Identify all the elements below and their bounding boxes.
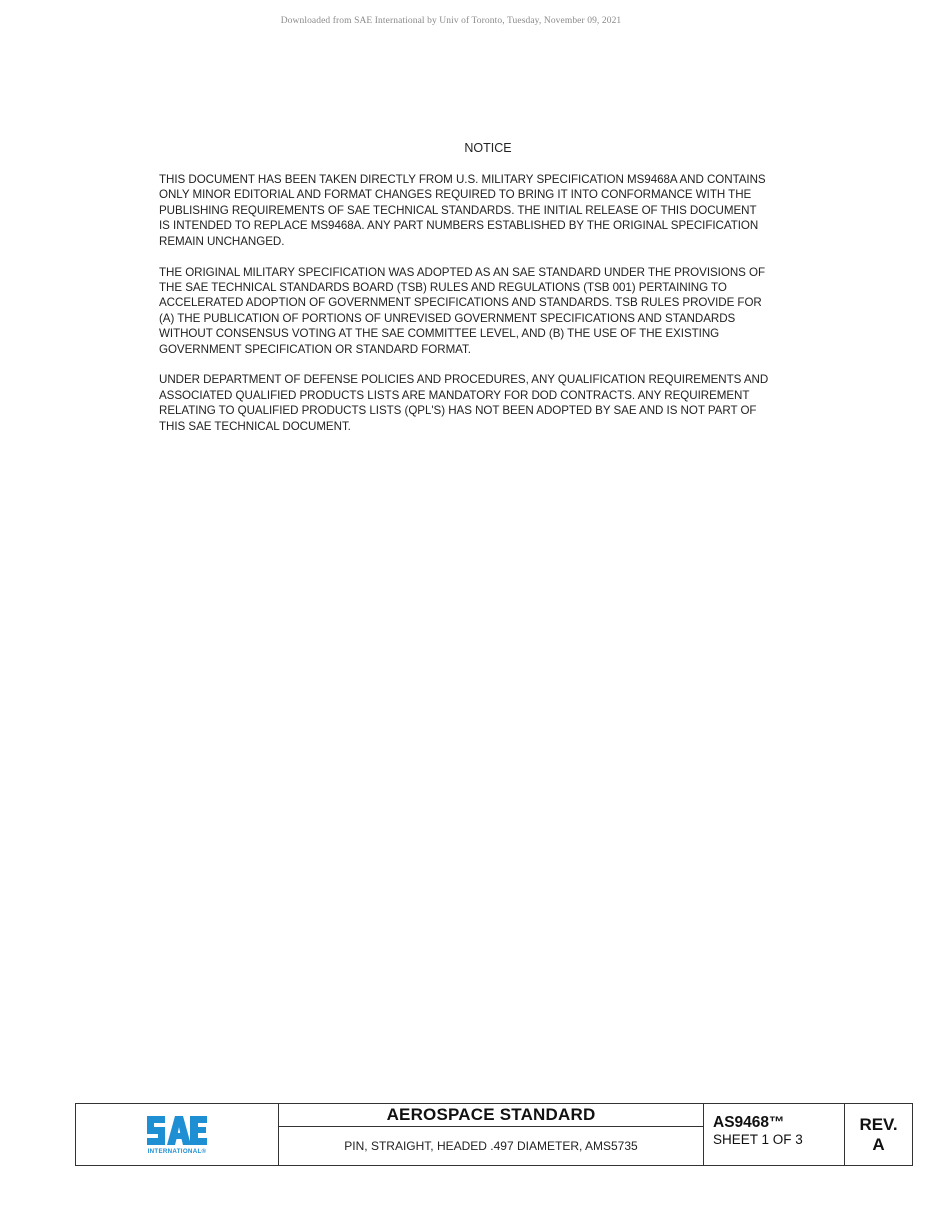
- notice-line: UNDER DEPARTMENT OF DEFENSE POLICIES AND PROCEDURES, ANY QUALIFICATION REQUIREMENTS AND: [159, 373, 769, 387]
- notice-line: THIS DOCUMENT HAS BEEN TAKEN DIRECTLY FROM U.S. MILITARY SPECIFICATION MS9468A AND CONTAINS: [159, 173, 766, 186]
- revision-cell: [845, 1104, 912, 1165]
- sae-logo-mark: [145, 1114, 209, 1147]
- download-note: Downloaded from SAE International by Univ of Toronto, Tuesday, November 09, 2021: [280, 16, 622, 26]
- notice-line: THE ORIGINAL MILITARY SPECIFICATION WAS ADOPTED AS AN SAE STANDARD UNDER THE PROVISIONS OF: [159, 265, 765, 279]
- title-center: [279, 1104, 704, 1165]
- notice-line: ACCELERATED ADOPTION OF GOVERNMENT SPECIFICATIONS AND STANDARDS. TSB RULES PROVIDE FOR: [159, 296, 762, 310]
- notice-line: ONLY MINOR EDITORIAL AND FORMAT CHANGES REQUIRED TO BRING IT INTO CONFORMANCE WITH THE: [159, 188, 752, 202]
- notice-line: THIS SAE TECHNICAL DOCUMENT.: [159, 419, 351, 433]
- notice-title: NOTICE: [464, 141, 512, 155]
- logo-cell: [76, 1104, 279, 1165]
- notice-paragraph: [159, 172, 829, 249]
- notice-line: REMAIN UNCHANGED.: [159, 234, 285, 248]
- notice-line: (A) THE PUBLICATION OF PORTIONS OF UNREVISED GOVERNMENT SPECIFICATIONS AND STANDARDS: [159, 311, 736, 325]
- title-block: [75, 1103, 913, 1166]
- notice-paragraph: [159, 372, 829, 434]
- part-description: PIN, STRAIGHT, HEADED .497 DIAMETER, AMS5735: [344, 1139, 638, 1153]
- doc-number-cell: [704, 1104, 845, 1165]
- standard-heading: AEROSPACE STANDARD: [279, 1104, 703, 1127]
- revision-label: REV.: [859, 1114, 898, 1134]
- logo-subtext: INTERNATIONAL®: [147, 1148, 207, 1155]
- notice-body: [159, 172, 829, 450]
- notice-line: PUBLISHING REQUIREMENTS OF SAE TECHNICAL STANDARDS. THE INITIAL RELEASE OF THIS DOCUMENT: [159, 203, 757, 217]
- notice-line: ASSOCIATED QUALIFIED PRODUCTS LISTS ARE MANDATORY FOR DOD CONTRACTS. ANY REQUIREMENT: [159, 388, 750, 402]
- notice-line: GOVERNMENT SPECIFICATION OR STANDARD FORMAT.: [159, 342, 471, 356]
- sheet-number: SHEET 1 OF 3: [713, 1132, 803, 1147]
- notice-line: THE SAE TECHNICAL STANDARDS BOARD (TSB) RULES AND REGULATIONS (TSB 001) PERTAINING TO: [159, 280, 727, 294]
- notice-paragraph: [159, 265, 829, 357]
- revision-value: A: [872, 1134, 885, 1154]
- notice-line: IS INTENDED TO REPLACE MS9468A. ANY PART NUMBERS ESTABLISHED BY THE ORIGINAL SPECIFICATION: [159, 219, 759, 233]
- sae-logo: [145, 1114, 209, 1155]
- notice-line: WITHOUT CONSENSUS VOTING AT THE SAE COMMITTEE LEVEL, AND (B) THE USE OF THE EXISTING: [159, 327, 720, 341]
- doc-number: AS9468™: [713, 1114, 785, 1131]
- notice-line: RELATING TO QUALIFIED PRODUCTS LISTS (QPL'S) HAS NOT BEEN ADOPTED BY SAE AND IS NOT PART OF: [159, 404, 757, 418]
